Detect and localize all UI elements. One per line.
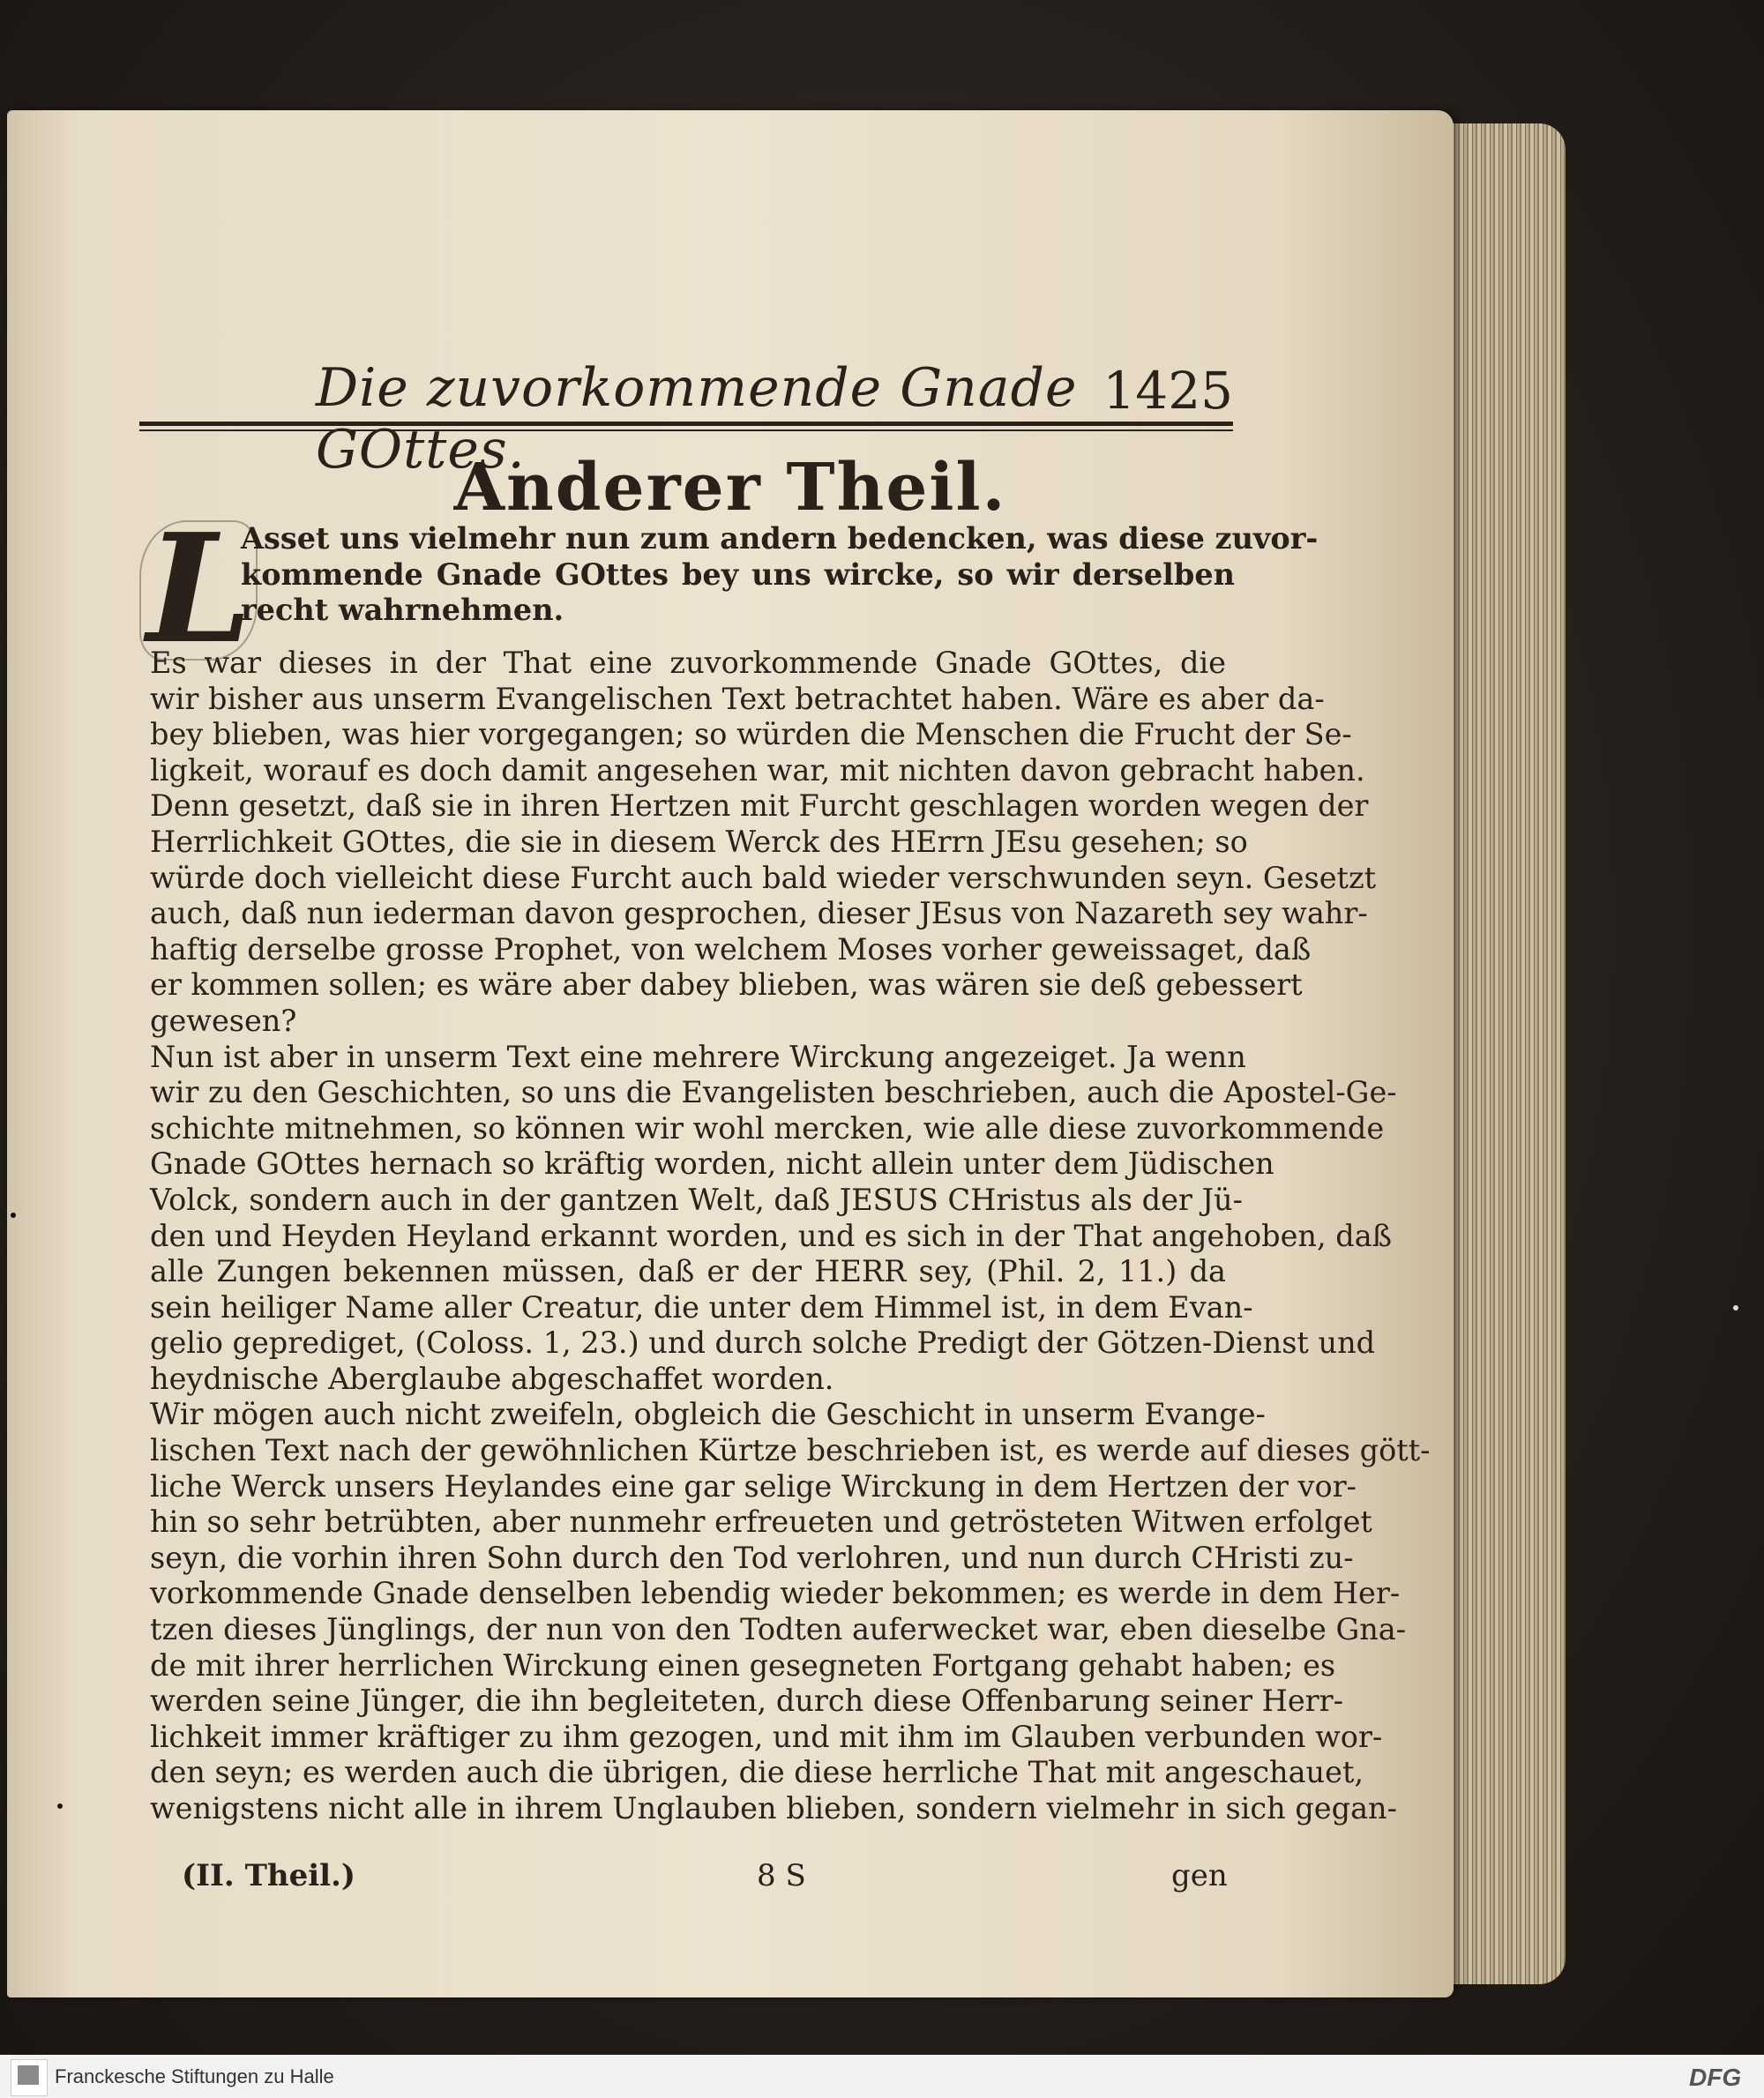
ink-speck <box>57 1803 63 1809</box>
drop-cap: L <box>146 501 252 677</box>
text-line: schichte mitnehmen, so können wir wohl mercken, wie alle diese zuvorkommende <box>150 1110 1385 1146</box>
header-rule-thin <box>139 429 1233 431</box>
text-line: Gnade GOttes hernach so kräftig worden, nicht allein unter dem Jüdischen <box>150 1146 1274 1182</box>
text-line: er kommen sollen; es wäre aber dabey blieben, was wären sie deß gebessert <box>150 967 1303 1003</box>
text-line: Es war dieses in der That eine zuvorkommende Gnade GOttes, die <box>150 646 1226 680</box>
text-line: heydnische Aberglaube abgeschaffet worden. <box>150 1361 834 1396</box>
signature-left: (II. Theil.) <box>182 1858 355 1893</box>
text-line: recht wahrnehmen. <box>241 593 564 628</box>
header-rule <box>139 422 1233 426</box>
text-line: lichkeit immer kräftiger zu ihm gezogen, und mit ihm im Glauben verbunden wor- <box>150 1719 1383 1754</box>
ink-speck <box>11 1213 16 1218</box>
page-number: 1425 <box>1102 361 1233 421</box>
text-line: wenigstens nicht alle in ihrem Unglauben blieben, sondern vielmehr in sich gegan- <box>150 1791 1397 1825</box>
text-line: wir bisher aus unserm Evangelischen Text betrachtet haben. Wäre es aber da- <box>150 681 1325 716</box>
institution-name: Franckesche Stiftungen zu Halle <box>55 2065 334 2087</box>
text-line: Nun ist aber in unserm Text eine mehrere Wirckung angezeiget. Ja wenn <box>150 1039 1246 1074</box>
text-line: gewesen? <box>150 1003 297 1038</box>
body-text <box>150 646 1431 1827</box>
text-line: den seyn; es werden auch die übrigen, die diese herrliche That mit angeschauet, <box>150 1755 1364 1790</box>
signature-mark: 8 S <box>757 1858 806 1893</box>
text-line: alle Zungen bekennen müssen, daß er der HERR sey, (Phil. 2, 11.) da <box>150 1254 1226 1289</box>
text-line: lischen Text nach der gewöhnlichen Kürtze beschrieben ist, es werde auf dieses gött- <box>150 1433 1431 1468</box>
text-line: sein heiliger Name aller Creatur, die unter dem Himmel ist, in dem Evan- <box>150 1289 1253 1325</box>
text-line: wir zu den Geschichten, so uns die Evangelisten beschrieben, auch die Apostel-Ge- <box>150 1075 1397 1110</box>
section-title: Anderer Theil. <box>453 450 1007 526</box>
text-line: Wir mögen auch nicht zweifeln, obgleich die Geschicht in unserm Evange- <box>150 1397 1266 1432</box>
dfg-logo: DFG <box>1689 2064 1742 2091</box>
text-line: Denn gesetzt, daß sie in ihren Hertzen mit Furcht geschlagen worden wegen der <box>150 788 1369 824</box>
text-line: liche Werck unsers Heylandes eine gar selige Wirckung in dem Hertzen der vor- <box>150 1468 1357 1504</box>
text-line: werden seine Jünger, die ihn begleiteten, durch diese Offenbarung seiner Herr- <box>150 1684 1344 1719</box>
text-line: hin so sehr betrübten, aber nunmehr erfreueten und getrösteten Witwen erfolget <box>150 1504 1372 1540</box>
page-header <box>139 357 1233 481</box>
text-line: ligkeit, worauf es doch damit angesehen war, mit nichten davon gebracht haben. <box>150 752 1365 788</box>
catchword: gen <box>1171 1858 1228 1893</box>
text-line: kommende Gnade GOttes bey uns wircke, so wir derselben <box>241 556 1235 592</box>
dust-speck <box>1733 1305 1738 1310</box>
text-line: vorkommende Gnade denselben lebendig wieder bekommen; es werde in dem Her- <box>150 1576 1401 1611</box>
text-line: tzen dieses Jünglings, der nun von den Todten auferwecket war, eben dieselbe Gna- <box>150 1612 1407 1647</box>
institution-logo-icon <box>18 2065 39 2085</box>
text-line: seyn, die vorhin ihren Sohn durch den Tod verlohren, und nun durch CHristi zu- <box>150 1540 1354 1575</box>
text-line: haftig derselbe grosse Prophet, von welchem Moses vorher geweissaget, daß <box>150 931 1312 967</box>
running-title: Die zuvorkommende Gnade GOttes. <box>316 357 1078 481</box>
text-line: den und Heyden Heyland erkannt worden, und es sich in der That angehoben, daß <box>150 1218 1393 1253</box>
text-line: Herrlichkeit GOttes, die sie in diesem Werck des HErrn JEsu gesehen; so <box>150 824 1248 859</box>
text-line: auch, daß nun iederman davon gesprochen, dieser JEsus von Nazareth sey wahr- <box>150 896 1368 931</box>
text-line: bey blieben, was hier vorgegangen; so würden die Menschen die Frucht der Se- <box>150 717 1352 752</box>
book-page <box>7 110 1454 1997</box>
text-line: Asset uns vielmehr nun zum andern bedencken, was diese zuvor- <box>241 521 1319 556</box>
text-line: würde doch vielleicht diese Furcht auch bald wieder verschwunden seyn. Gesetzt <box>150 860 1377 895</box>
text-line: Volck, sondern auch in der gantzen Welt, daß JESUS CHristus als der Jü- <box>150 1182 1243 1217</box>
page-footer <box>7 1858 1454 1902</box>
text-line: de mit ihrer herrlichen Wirckung einen gesegneten Fortgang gehabt haben; es <box>150 1647 1336 1683</box>
intro-paragraph <box>241 521 1319 629</box>
text-line: gelio geprediget, (Coloss. 1, 23.) und durch solche Predigt der Götzen-Dienst und <box>150 1325 1376 1361</box>
